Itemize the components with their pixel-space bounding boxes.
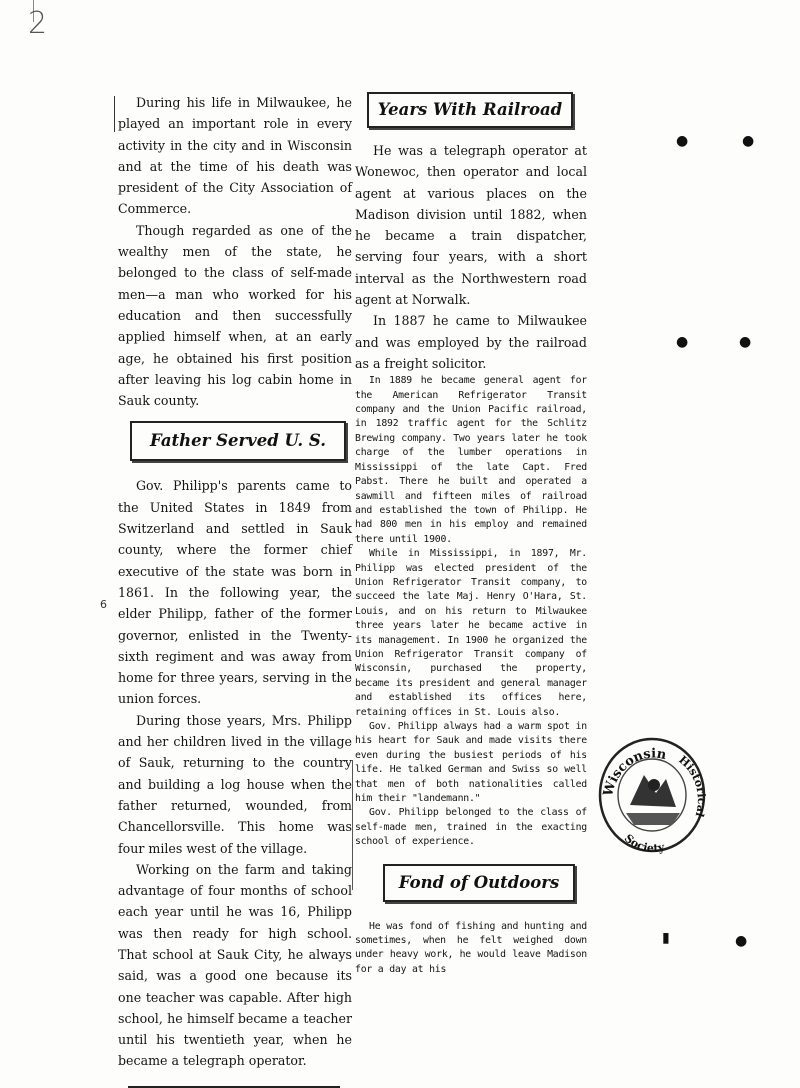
historical-society-stamp-icon xyxy=(596,735,708,855)
column-rule xyxy=(352,760,353,890)
paragraph: He was a telegraph operator at Wonewoc, then operator and local agent at various places on the Madison division until 1882, when he became a train dispatcher, serving four years, with a short interval as the Northwestern road agent at Norwalk. xyxy=(355,143,587,308)
punch-mark: ▮ xyxy=(662,930,670,946)
headline-fond-of-outdoors: Fond of Outdoors xyxy=(383,864,575,902)
stamp-right-text: Historical xyxy=(676,753,708,819)
paragraph: In 1889 he became general agent for the American Refrigerator Transit company and the Union Pacific railroad, in 1892 traffic agent for the Schlitz Brewing company. Two years later he took charge of the lumber operations in Mississippi of the late Capt. Fred Pabst. There he built and operated a sawmill and fifteen miles of railroad and established the town of Philipp. He had 800 men in his employ and remained there until 1900. xyxy=(355,375,587,545)
punch-mark: ● xyxy=(735,933,748,949)
paragraph: Gov. Philipp's parents came to the United States in 1849 from Switzerland and settled in Sauk county, where the former chief executive of the state was born in 1861. In the following year, the elder Philipp, father of the former governor, enlisted in the Twenty-sixth regiment and was away from home for three years, serving in the union forces. xyxy=(118,478,352,707)
stamp-bottom-text: Society xyxy=(621,831,666,855)
paragraph: During his life in Milwaukee, he played an important role in every activity in the city and in Wisconsin and at the time of his death was president of the City Association of Commerce. xyxy=(118,95,352,217)
end-rule xyxy=(128,1086,340,1088)
paragraph: In 1887 he came to Milwaukee and was employed by the railroad as a freight solicitor. xyxy=(355,313,587,371)
punch-mark: ● xyxy=(676,133,689,149)
punch-mark: ● xyxy=(739,334,752,350)
paragraph: Gov. Philipp always had a warm spot in his heart for Sauk and made visits there even during the busiest periods of his life. He talked German and Swiss so well that men of both nationalities called him their "landemann." xyxy=(355,721,587,805)
paragraph: Gov. Philipp belonged to the class of self-made men, trained in the exacting school of experience. xyxy=(355,807,587,848)
punch-mark: ● xyxy=(676,334,689,350)
page-number: 2 xyxy=(28,6,48,41)
punch-mark: ● xyxy=(742,133,755,149)
paragraph: While in Mississippi, in 1897, Mr. Philipp was elected president of the Union Refrigerator Transit company, to succeed the late Maj. Henry O'Hara, St. Louis, and on his return to Milwaukee three years later he became active in its management. In 1900 he organized the Union Refrigerator Transit company of Wisconsin, purchased the property, became its president and general manager and established its offices here, retaining offices in St. Louis also. xyxy=(355,548,587,718)
headline-years-with-railroad: Years With Railroad xyxy=(367,92,573,128)
left-column xyxy=(118,92,352,1088)
margin-mark: 6 xyxy=(100,598,107,611)
headline-father-served: Father Served U. S. xyxy=(130,421,346,461)
paragraph: He was fond of fishing and hunting and sometimes, when he felt weighed down under heavy work, he would leave Madison for a day at his xyxy=(355,920,587,975)
paragraph: During those years, Mrs. Philipp and her children lived in the village of Sauk, returning to the country and building a log house when the father returned, wounded, from Chancellorsville. This home was four miles west of the village. xyxy=(118,712,352,856)
right-column xyxy=(355,92,587,977)
stamp-top-text: Wisconsin xyxy=(600,746,668,798)
paragraph: Working on the farm and taking advantage of four months of school each year until he was 16, Philipp was then ready for high school. That school at Sauk City, he always said, was a good one because its one teacher was capable. After high school, he himself became a teacher until his twentieth year, when he became a telegraph operator. xyxy=(118,861,352,1069)
paragraph: Though regarded as one of the wealthy men of the state, he belonged to the class of self-made men—a man who worked for his education and then successfully applied himself when, at an early age, he obtained his first position after leaving his log cabin home in Sauk county. xyxy=(118,222,352,409)
